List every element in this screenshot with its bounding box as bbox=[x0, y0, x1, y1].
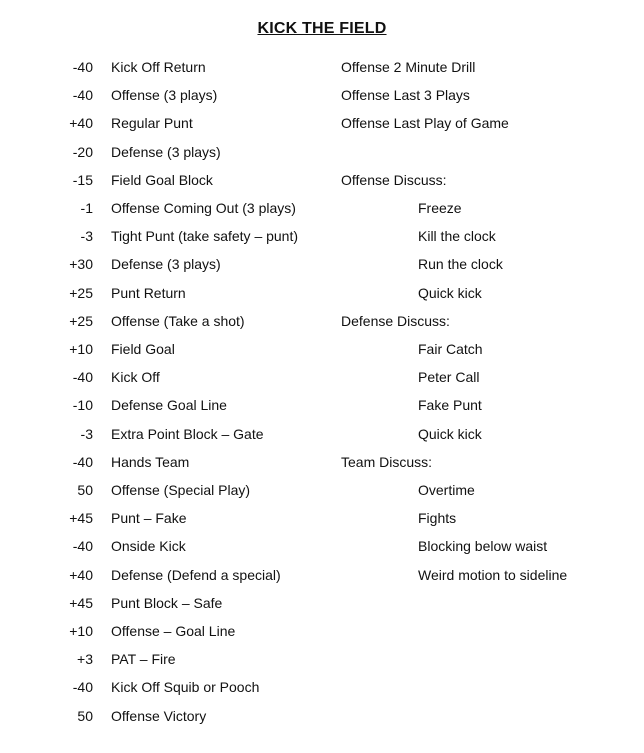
discuss-item: Freeze bbox=[418, 200, 462, 216]
yardage-value: +3 bbox=[77, 651, 93, 668]
play-label: Offense (3 plays) bbox=[111, 87, 218, 104]
discuss-item: Quick kick bbox=[418, 284, 482, 301]
play-label: Extra Point Block – Gate bbox=[111, 425, 264, 442]
list-item bbox=[60, 57, 330, 77]
list-item bbox=[60, 593, 330, 613]
yardage-value: +40 bbox=[69, 566, 93, 583]
play-label: Offense (Special Play) bbox=[111, 482, 251, 498]
play-label: Offense (Take a shot) bbox=[111, 312, 245, 329]
list-item bbox=[60, 170, 330, 190]
discuss-item: Overtime bbox=[418, 482, 475, 498]
play-label: Defense Goal Line bbox=[111, 397, 227, 414]
list-item bbox=[60, 311, 330, 331]
yardage-value: +45 bbox=[69, 594, 93, 611]
yardage-value: -40 bbox=[72, 679, 93, 696]
play-label: Kick Off bbox=[111, 369, 160, 386]
list-item bbox=[60, 283, 330, 303]
yardage-value: +30 bbox=[69, 256, 93, 273]
yardage-value: +40 bbox=[69, 115, 93, 132]
play-label: Tight Punt (take safety – punt) bbox=[111, 228, 299, 245]
yardage-value: +10 bbox=[69, 341, 93, 357]
yardage-value: -40 bbox=[72, 87, 93, 104]
section-item: Offense Last 3 Plays bbox=[341, 87, 470, 104]
list-item bbox=[60, 142, 330, 162]
yardage-value: +25 bbox=[69, 312, 93, 329]
yardage-value: -15 bbox=[72, 171, 93, 188]
discuss-item: Run the clock bbox=[418, 256, 503, 273]
yardage-value: -40 bbox=[72, 59, 93, 75]
discuss-item: Kill the clock bbox=[418, 228, 496, 245]
list-item bbox=[60, 480, 330, 500]
yardage-value: -3 bbox=[80, 228, 93, 245]
play-label: Punt Block – Safe bbox=[111, 594, 223, 611]
list-item bbox=[60, 395, 330, 415]
yardage-value: +10 bbox=[69, 623, 93, 639]
discuss-item: Weird motion to sideline bbox=[418, 566, 568, 583]
list-item bbox=[60, 113, 330, 133]
list-item bbox=[60, 508, 330, 528]
play-label: Punt Return bbox=[111, 284, 186, 301]
yardage-value: -40 bbox=[72, 453, 93, 470]
yardage-value: +45 bbox=[69, 510, 93, 527]
discuss-item: Fights bbox=[418, 510, 457, 527]
section-item: Offense 2 Minute Drill bbox=[341, 59, 476, 75]
list-item bbox=[60, 706, 330, 726]
play-label: Regular Punt bbox=[111, 115, 193, 132]
section-item: Offense Discuss: bbox=[341, 171, 447, 188]
play-label: Field Goal Block bbox=[111, 171, 213, 188]
list-item bbox=[60, 367, 330, 387]
yardage-value: -3 bbox=[80, 425, 93, 442]
list-item bbox=[60, 621, 330, 641]
list-item bbox=[60, 226, 330, 246]
play-label: Offense – Goal Line bbox=[111, 623, 236, 639]
yardage-value: -20 bbox=[72, 143, 93, 160]
page-title: KICK THE FIELD bbox=[257, 20, 387, 37]
play-label: Kick Off Squib or Pooch bbox=[111, 679, 260, 696]
section-item: Defense Discuss: bbox=[341, 312, 450, 329]
play-label: Punt – Fake bbox=[111, 510, 187, 527]
yardage-value: -40 bbox=[72, 369, 93, 386]
list-item bbox=[60, 339, 330, 359]
section-item: Team Discuss: bbox=[341, 453, 433, 470]
play-label: Defense (3 plays) bbox=[111, 143, 221, 160]
play-label: Onside Kick bbox=[111, 538, 186, 555]
list-item bbox=[60, 536, 330, 556]
play-label: Defense (3 plays) bbox=[111, 256, 221, 273]
list-item bbox=[60, 424, 330, 444]
list-item bbox=[60, 565, 330, 585]
yardage-value: -10 bbox=[72, 397, 93, 414]
list-item bbox=[60, 649, 330, 669]
play-label: PAT – Fire bbox=[111, 651, 176, 668]
yardage-value: +25 bbox=[69, 284, 93, 301]
play-label: Offense Coming Out (3 plays) bbox=[111, 200, 296, 216]
play-label: Field Goal bbox=[111, 341, 175, 357]
discuss-item: Fake Punt bbox=[418, 397, 482, 414]
yardage-value: 50 bbox=[77, 482, 93, 498]
play-label: Offense Victory bbox=[111, 707, 207, 724]
yardage-value: -40 bbox=[72, 538, 93, 555]
play-label: Kick Off Return bbox=[111, 59, 206, 75]
section-item: Offense Last Play of Game bbox=[341, 115, 509, 132]
list-item bbox=[60, 85, 330, 105]
discuss-item: Peter Call bbox=[418, 369, 480, 386]
yardage-value: -1 bbox=[80, 200, 93, 216]
play-label: Defense (Defend a special) bbox=[111, 566, 281, 583]
discuss-item: Blocking below waist bbox=[418, 538, 548, 555]
list-item bbox=[60, 198, 330, 218]
list-item bbox=[60, 254, 330, 274]
yardage-value: 50 bbox=[77, 707, 93, 724]
play-label: Hands Team bbox=[111, 453, 190, 470]
list-item bbox=[60, 677, 330, 697]
list-item bbox=[60, 452, 330, 472]
discuss-item: Fair Catch bbox=[418, 341, 483, 357]
discuss-item: Quick kick bbox=[418, 425, 482, 442]
